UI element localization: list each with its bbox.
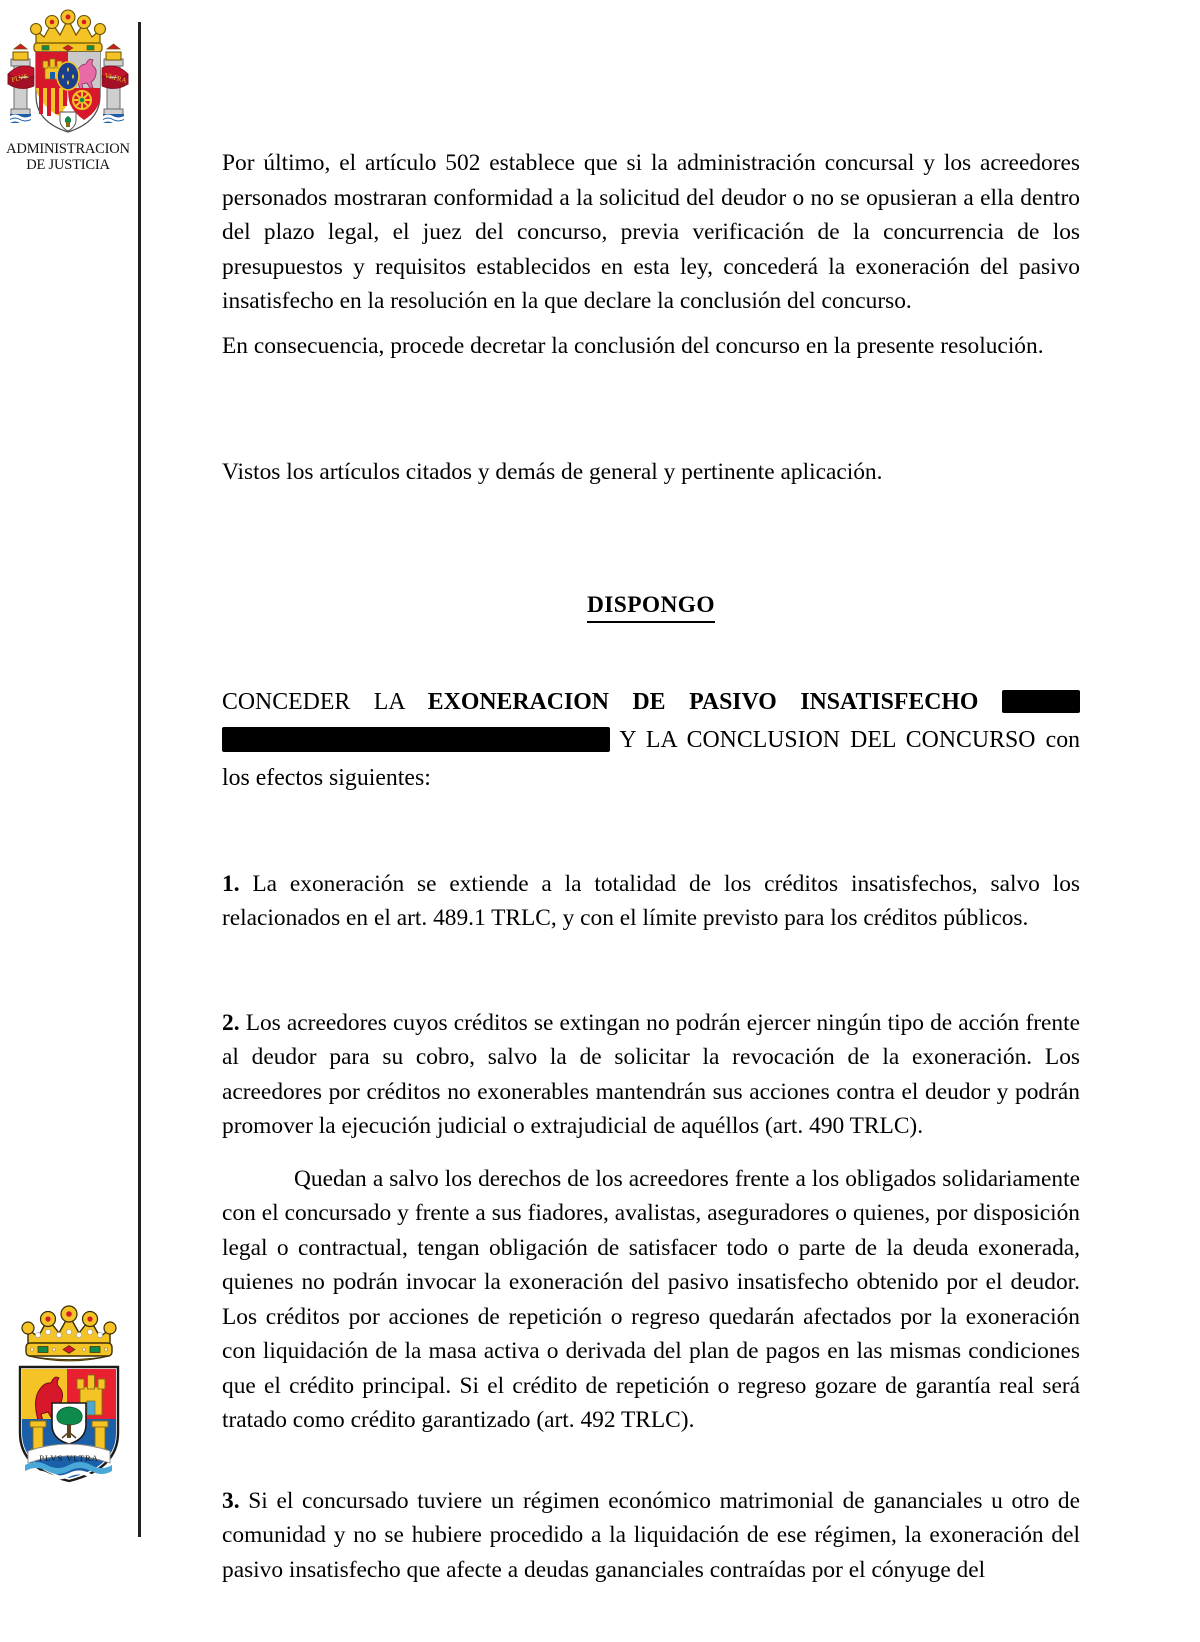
list-item-3-number: 3. bbox=[222, 1487, 240, 1514]
list-item-1 bbox=[222, 867, 1080, 936]
paragraph-en-consecuencia: En consecuencia, procede decretar la conclusión del concurso en la presente resolución. bbox=[222, 332, 1044, 359]
margin-vertical-rule bbox=[138, 22, 141, 1537]
dispositive-mid-caps: Y LA CONCLUSION DEL CONCURSO bbox=[619, 726, 1036, 753]
redaction-block-2 bbox=[222, 727, 610, 752]
list-item-3 bbox=[222, 1484, 1080, 1588]
paragraph-por-ultimo: Por último, el artículo 502 establece que si la administración concursal y los acreedores personados mostraran conformidad a la solicitud del deudor o no se opusieran a ella dentro del plazo legal, el juez del concurso, previa verificación de la concurrencia de los presupuestos y requisitos establecidos en esta ley, concederá la exoneración del pasivo insatisfecho en la resolución en la que declare la conclusión del concurso. bbox=[222, 150, 1080, 314]
dispositive-lead-normal: CONCEDER LA bbox=[222, 688, 405, 715]
list-item-2-number: 2. bbox=[222, 1009, 240, 1036]
document-body bbox=[222, 0, 1080, 1642]
provincial-coat-of-arms-icon bbox=[6, 1283, 132, 1483]
dispositive-paragraph bbox=[222, 683, 1080, 797]
list-item-2-text: Los acreedores cuyos créditos se extingan no podrán ejercer ningún tipo de acción frente al deudor para su cobro, salvo la de solicitar la revocación de la exoneración. Los acreedores por créditos no exonerables mantendrán sus acciones contra el deudor y podrán promover la ejecución judicial o extrajudicial de aquéllos (art. 490 TRLC). bbox=[222, 1009, 1081, 1139]
list-item-2 bbox=[222, 1006, 1080, 1144]
paragraph-quedan-a-salvo: Quedan a salvo los derechos de los acreedores frente a los obligados solidariamente con el concursado y frente a sus fiadores, avalistas, aseguradores o quienes, por disposición legal o contractual, tengan obligación de satisfacer todo o parte de la deuda exonerada, quienes no podrán invocar la exoneración del pasivo insatisfecho obtenido por el deudor. Los créditos por acciones de repetición o regreso quedarán afectados por la exoneración con liquidación de la masa activa o derivada del plan de pagos en las mismas condiciones que el crédito principal. Si el crédito de repetición o regreso gozare de garantía real será tratado como crédito garantizado (art. 492 TRLC). bbox=[222, 1165, 1080, 1433]
list-item-3-text: Si el concursado tuviere un régimen económico matrimonial de gananciales u otro de comunidad y no se hubiere procedido a la liquidación de ese régimen, la exoneración del pasivo insatisfecho que afecte a deudas gananciales contraídas por el cónyuge del bbox=[222, 1487, 1080, 1583]
provincial-motto-text: PLVS VLTRA bbox=[39, 1453, 99, 1463]
svg-text:VLTRA: VLTRA bbox=[103, 71, 128, 85]
spanish-coat-of-arms-emblem bbox=[2, 4, 134, 182]
list-item-1-text: La exoneración se extiende a la totalidad de los créditos insatisfechos, salvo los relacionados en el art. 489.1 TRLC, y con el límite previsto para los créditos públicos. bbox=[222, 870, 1080, 931]
dispositive-tail: con los efectos siguientes: bbox=[222, 726, 1081, 791]
dispositive-lead-bold: EXONERACION DE PASIVO INSATISFECHO bbox=[427, 688, 979, 715]
emblem-caption-line1: ADMINISTRACION bbox=[6, 141, 130, 157]
provincial-coat-of-arms-emblem bbox=[6, 1283, 132, 1483]
spanish-coat-of-arms-icon bbox=[2, 4, 134, 144]
redaction-block-1 bbox=[1002, 690, 1080, 713]
heading-dispongo: DISPONGO bbox=[587, 590, 715, 623]
left-margin-strip bbox=[0, 0, 140, 1642]
paragraph-vistos-articulos: Vistos los artículos citados y demás de general y pertinente aplicación. bbox=[222, 459, 883, 485]
list-item-1-number: 1. bbox=[222, 870, 240, 897]
heading-dispongo-wrapper bbox=[222, 590, 1080, 623]
emblem-caption-line2: DE JUSTICIA bbox=[26, 156, 110, 173]
emblem-caption bbox=[2, 142, 134, 173]
svg-text:PLVS: PLVS bbox=[10, 72, 29, 84]
